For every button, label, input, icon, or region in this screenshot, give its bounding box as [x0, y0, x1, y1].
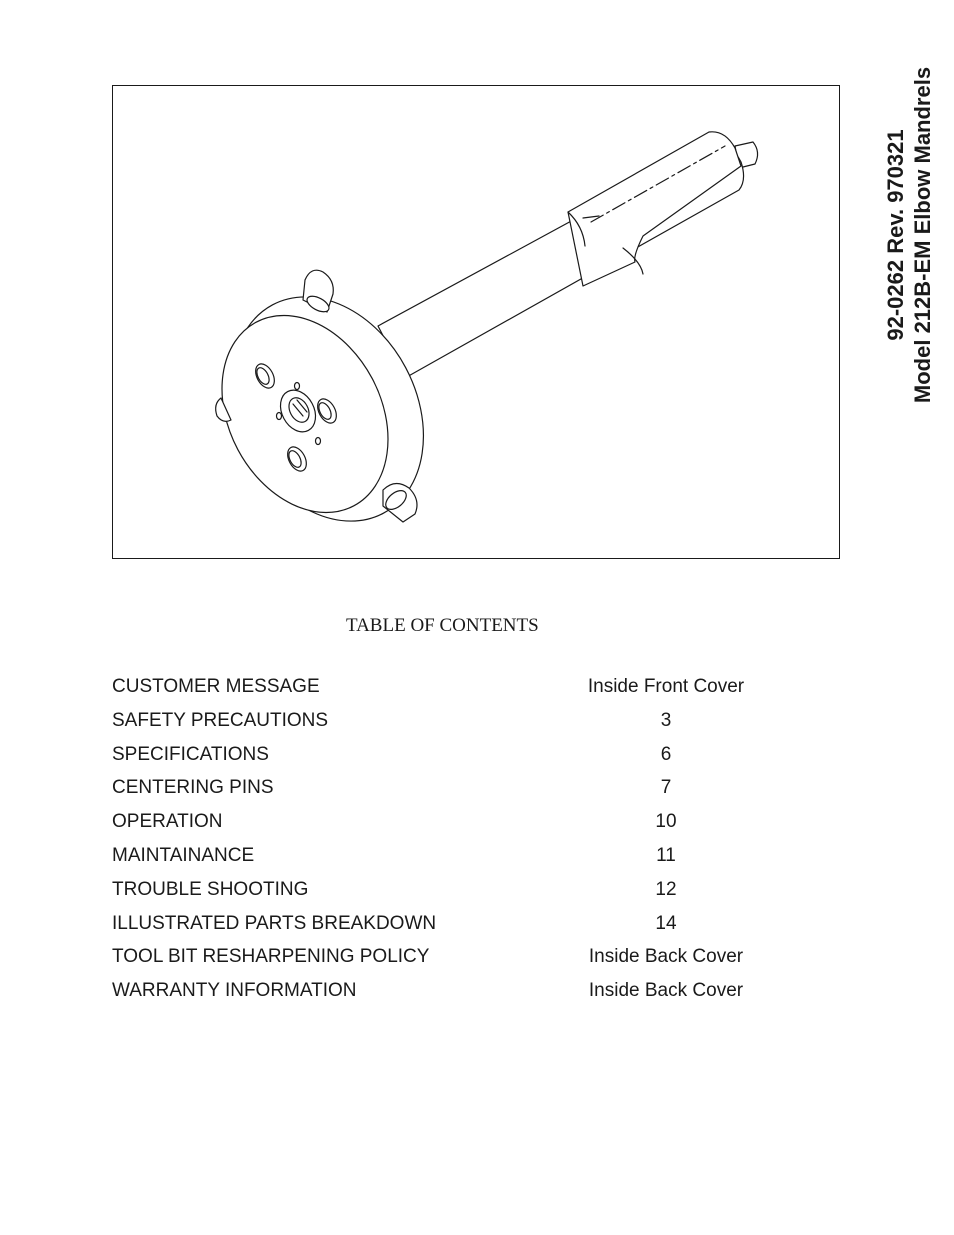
mandrel-illustration — [113, 86, 839, 558]
toc-row — [112, 913, 812, 947]
toc-row — [112, 879, 812, 913]
toc-row — [112, 946, 812, 980]
toc-row — [112, 744, 812, 778]
toc-entry-page: 6 — [660, 743, 672, 765]
toc-entry-title: CENTERING PINS — [112, 777, 274, 799]
toc-row — [112, 845, 812, 879]
toc-entry-page: 14 — [655, 912, 677, 934]
mandrel-sleeve — [568, 132, 741, 286]
toc-entry-page: 12 — [655, 878, 677, 900]
toc-entry-title: OPERATION — [112, 811, 223, 833]
toc-entry-page: 10 — [655, 811, 677, 833]
document-header — [882, 35, 942, 435]
toc-row — [112, 710, 812, 744]
toc-entry-title: SPECIFICATIONS — [112, 743, 269, 765]
toc-entry-page: Inside Back Cover — [588, 946, 744, 968]
model-title: Model 212B-EM Elbow Mandrels — [910, 66, 935, 404]
toc-entry-title: SAFETY PRECAUTIONS — [112, 709, 329, 731]
toc-entry-title: CUSTOMER MESSAGE — [112, 676, 320, 697]
toc-entry-page: 7 — [660, 777, 672, 799]
toc-entry-page: Inside Back Cover — [588, 980, 744, 1002]
toc-row — [112, 676, 812, 710]
toc-entry-title: WARRANTY INFORMATION — [112, 980, 357, 1002]
toc-entry-title: ILLUSTRATED PARTS BREAKDOWN — [112, 912, 437, 934]
toc-list — [112, 676, 812, 1014]
toc-entry-page: Inside Front Cover — [587, 676, 745, 697]
toc-entry-title: TROUBLE SHOOTING — [112, 878, 309, 900]
toc-row — [112, 811, 812, 845]
toc-entry-title: MAINTAINANCE — [112, 844, 255, 866]
toc-entry-title: TOOL BIT RESHARPENING POLICY — [112, 946, 430, 968]
toc-entry-page: 11 — [656, 844, 676, 866]
toc-row — [112, 777, 812, 811]
figure-frame — [112, 85, 840, 559]
toc-row — [112, 980, 812, 1014]
document-number: 92-0262 Rev. 970321 — [883, 129, 908, 341]
toc-heading: TABLE OF CONTENTS — [346, 615, 539, 636]
toc-entry-page: 3 — [660, 709, 672, 731]
